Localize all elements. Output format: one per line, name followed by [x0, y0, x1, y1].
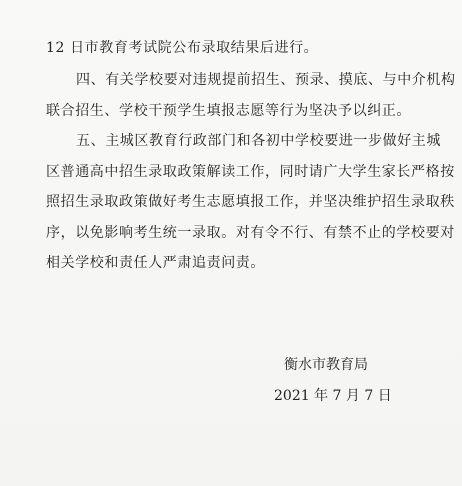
- signature-organization: 衡水市教育局: [284, 357, 368, 373]
- paragraph-5-line-5: 相关学校和责任人严肃追责问责。: [46, 255, 265, 271]
- paragraph-5-line-2: 区普通高中招生录取政策解读工作，同时请广大学生家长严格按: [46, 164, 455, 180]
- paragraph-5-line-4: 序，以免影响考生统一录取。对有令不行、有禁不止的学校要对: [46, 225, 455, 241]
- paragraph-5-line-3: 照招生录取政策做好考生志愿填报工作，并坚决维护招生录取秩: [46, 194, 455, 210]
- paragraph-5-line-1: 五、主城区教育行政部门和各初中学校要进一步做好主城: [76, 133, 441, 149]
- paragraph-4-line-1: 四、有关学校要对违规提前招生、预录、摸底、与中介机构: [76, 72, 456, 88]
- signature-date: 2021 年 7 月 7 日: [274, 388, 392, 404]
- paragraph-4-line-2: 联合招生、学校干预学生填报志愿等行为坚决予以纠正。: [46, 103, 411, 119]
- paragraph-3-line-end: 12 日市教育考试院公布录取结果后进行。: [46, 40, 319, 56]
